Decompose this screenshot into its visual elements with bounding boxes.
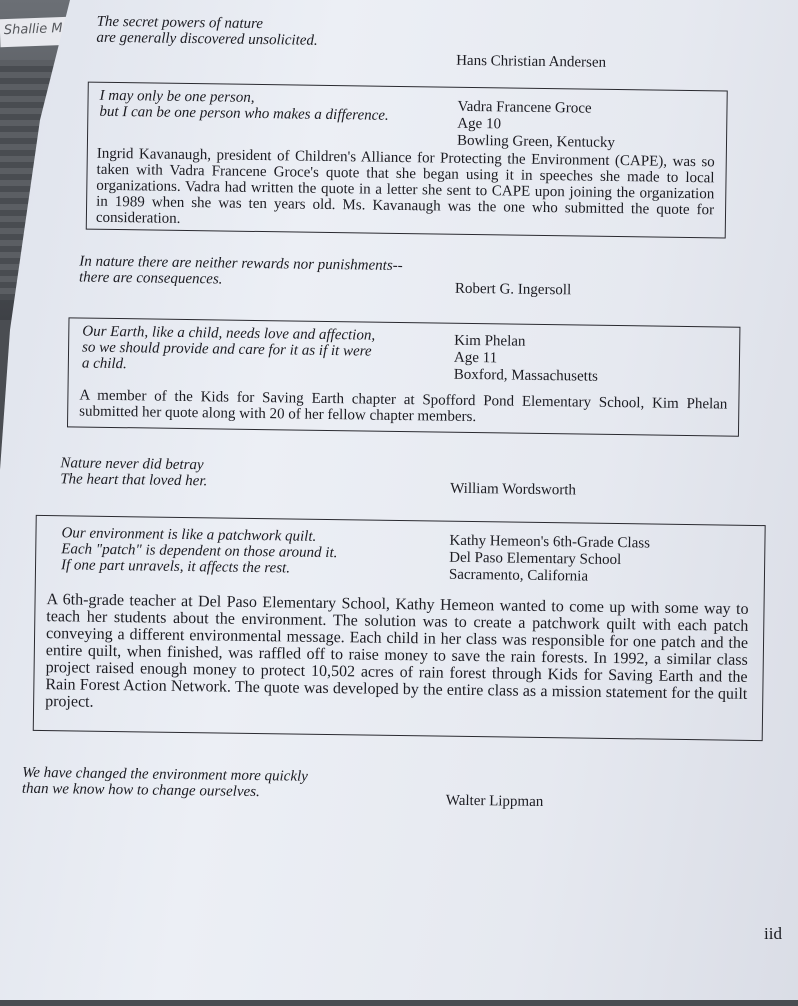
quote-description: Ingrid Kavanaugh, president of Children's Alliance for Protecting the Environment (CAPE), was so taken with Vadra Francene Groce's quote that she began using it in speeches she made to local organizations. Vadra had written the quote in a letter she sent to CAPE upon joining the organization in 1989 when she was ten years old. Ms. Kavanaugh was the one who submitted the quote for consideration. bbox=[95, 145, 715, 227]
quote-author: Kim Phelan Age 11 Boxford, Massachusetts bbox=[453, 332, 599, 385]
quote-author: Robert G. Ingersoll bbox=[454, 280, 572, 299]
quote-text: We have changed the environment more quickly than we know how to change ourselves. bbox=[21, 764, 308, 801]
quote-description: A member of the Kids for Saving Earth chapter at Spofford Pond Elementary School, Kim Phelan submitted her quote along with 20 of her fellow chapter members. bbox=[79, 387, 728, 426]
quote-text: I may only be one person, but I can be one person who makes a difference. bbox=[99, 87, 389, 124]
quote-author: Hans Christian Andersen bbox=[456, 52, 607, 71]
quote-author: Kathy Hemeon's 6th-Grade Class Del Paso Elementary School Sacramento, California bbox=[448, 532, 651, 585]
quote-description: A 6th-grade teacher at Del Paso Elementary School, Kathy Hemeon wanted to come up with some way to teach her students about the environment. The solution was to create a patchwork quilt with each patch conveying a different environmental message. Each child in her class was responsible for one patch and the entire quilt, when finished, was raffled off to raise money to save the rain forests. In 1992, a similar class project raised enough money to protect 10,502 acres of rain forest through Kids for Saving Earth and the Rain Forest Action Network. The quote was developed by the entire class as a mission statement for the quilt project. bbox=[45, 591, 749, 711]
quote-text: Our environment is like a patchwork quilt. Each "patch" is dependent on those around it. If one part unravels, it affects the rest. bbox=[60, 525, 338, 577]
quote-author: Walter Lippman bbox=[445, 792, 544, 811]
background-label: Shallie M bbox=[0, 17, 70, 47]
page-number: iid bbox=[764, 924, 782, 943]
quote-text: The secret powers of nature are generally discovered unsolicited. bbox=[96, 13, 318, 49]
quote-text: Our Earth, like a child, needs love and affection, so we should provide and care for it as if it were a child. bbox=[81, 323, 376, 373]
quote-text: In nature there are neither rewards nor punishments-- there are consequences. bbox=[78, 253, 403, 288]
quote-author: William Wordsworth bbox=[450, 480, 577, 499]
quote-text: Nature never did betray The heart that loved her. bbox=[60, 455, 208, 490]
quote-author: Vadra Francene Groce Age 10 Bowling Green, Kentucky bbox=[456, 98, 616, 151]
